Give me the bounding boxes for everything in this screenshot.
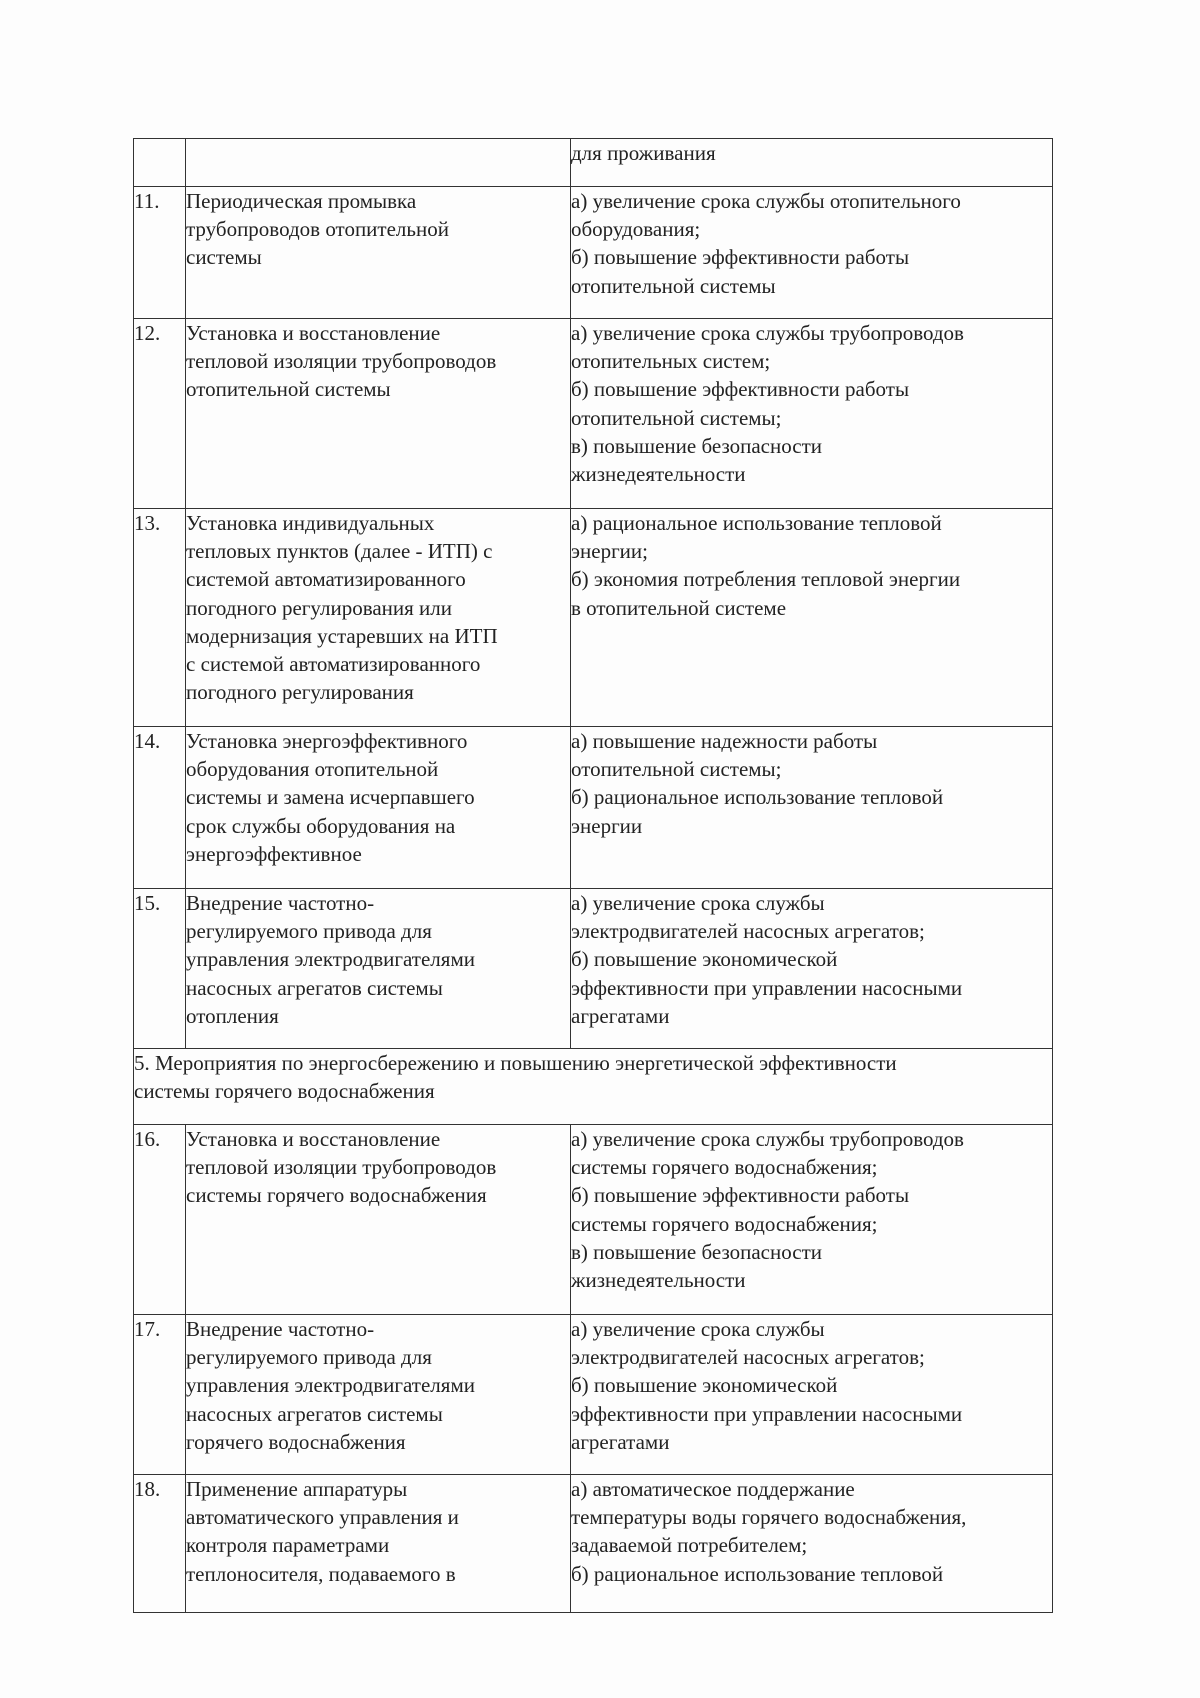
table-row [134,319,1053,509]
name-line: управления электродвигателями [186,947,475,972]
measure-effect-cell [571,509,1053,727]
row-number-cell [134,889,186,1049]
name-line: системой автоматизированного [186,567,466,592]
name-line: Внедрение частотно- [186,891,375,915]
measure-name-cell [186,889,571,1049]
effect-line: электродвигателей насосных агрегатов; [571,919,925,944]
effect-line: в отопительной системе [571,595,787,620]
effect-line: температуры воды горячего водоснабжения, [571,1505,967,1530]
row-number: 15. [134,891,161,915]
effect-line: отопительной системы; [571,405,782,430]
effect-line: а) увеличение срока службы [571,1317,825,1341]
name-line: погодного регулирования или [186,595,453,620]
row-number-cell [134,139,186,187]
name-line: тепловой изоляции трубопроводов [186,1155,497,1180]
measure-effect-cell [571,727,1053,889]
row-number-cell [134,509,186,727]
name-line: управления электродвигателями [186,1373,475,1398]
name-line: Внедрение частотно- [186,1317,375,1341]
name-line: срок службы оборудования на [186,813,456,838]
effect-line: энергии; [571,539,648,564]
effect-line: отопительной системы [571,273,776,298]
row-number: 13. [134,511,161,535]
effect-line: в) повышение безопасности [571,1239,822,1264]
effect-line: жизнедеятельности [571,462,746,487]
effect-line: б) повышение экономической [571,1373,838,1398]
name-line: Установка энергоэффективного [186,729,468,753]
row-number: 18. [134,1477,161,1501]
effect-line: а) увеличение срока службы [571,891,825,915]
name-line: энергоэффективное [186,841,362,866]
effect-line: а) рациональное использование тепловой [571,511,942,535]
measure-name-cell [186,509,571,727]
effect-line: б) повышение эффективности работы [571,377,910,402]
section-row [134,1049,1053,1125]
effect-line: б) экономия потребления тепловой энергии [571,567,961,592]
name-line: тепловых пунктов (далее - ИТП) с [186,539,493,564]
row-number: 11. [134,189,160,213]
name-line: Установка и восстановление [186,321,441,345]
section-heading-cell [134,1049,1053,1125]
effect-line: отопительной системы; [571,757,782,782]
name-line: Установка и восстановление [186,1127,441,1151]
table-row [134,889,1053,1049]
name-line: Периодическая промывка [186,189,417,213]
measure-name-cell [186,139,571,187]
name-line: горячего водоснабжения [186,1429,406,1454]
row-number: 14. [134,729,161,753]
name-line: оборудования отопительной [186,757,439,782]
name-line: тепловой изоляции трубопроводов [186,349,497,374]
effect-line: электродвигателей насосных агрегатов; [571,1345,925,1370]
effect-line: б) повышение эффективности работы [571,1183,910,1208]
effect-line: б) повышение эффективности работы [571,245,910,270]
measure-effect-cell [571,187,1053,319]
measure-effect-cell [571,1475,1053,1613]
measure-effect-cell [571,1125,1053,1315]
row-number-cell [134,1125,186,1315]
effect-line: энергии [571,813,643,838]
measures-table [133,138,1053,1613]
row-number-cell [134,1315,186,1475]
effect-line: оборудования; [571,217,701,242]
row-number: 17. [134,1317,161,1341]
name-line: модернизация устаревших на ИТП [186,623,498,648]
effect-line: а) увеличение срока службы трубопроводов [571,1127,964,1151]
effect-line: эффективности при управлении насосными [571,975,963,1000]
effect-line: эффективности при управлении насосными [571,1401,963,1426]
section-heading-line: системы горячего водоснабжения [134,1079,435,1104]
name-line: с системой автоматизированного [186,652,481,677]
name-line: трубопроводов отопительной [186,217,449,242]
effect-line: а) повышение надежности работы [571,729,878,753]
section-heading-line: 5. Мероприятия по энергосбережению и повышению энергетической эффективности [134,1051,897,1075]
name-line: регулируемого привода для [186,919,432,944]
effect-line: а) автоматическое поддержание [571,1477,855,1501]
table-row [134,509,1053,727]
table-row [134,1315,1053,1475]
effect-line: агрегатами [571,1429,670,1454]
name-line: Установка индивидуальных [186,511,435,535]
measure-effect-cell [571,319,1053,509]
name-line: Применение аппаратуры [186,1477,408,1501]
effect-line: в) повышение безопасности [571,433,822,458]
row-number: 12. [134,321,161,345]
effect-line: жизнедеятельности [571,1268,746,1293]
effect-line: а) увеличение срока службы отопительного [571,189,961,213]
table-row [134,1125,1053,1315]
measure-effect-cell [571,1315,1053,1475]
name-line: системы горячего водоснабжения [186,1183,487,1208]
effect-line: б) повышение экономической [571,947,838,972]
row-number-cell [134,727,186,889]
effect-line: отопительных систем; [571,349,771,374]
table-row [134,139,1053,187]
effect-line: агрегатами [571,1003,670,1028]
effect-line: системы горячего водоснабжения; [571,1211,878,1236]
name-line: системы и замена исчерпавшего [186,785,475,810]
row-number-cell [134,319,186,509]
name-line: контроля параметрами [186,1533,390,1558]
measures-table-body [134,139,1053,1613]
effect-line: задаваемой потребителем; [571,1533,808,1558]
measure-effect-cell [571,889,1053,1049]
name-line: погодного регулирования [186,680,414,705]
table-row [134,187,1053,319]
name-line: насосных агрегатов системы [186,1401,443,1426]
name-line: отопительной системы [186,377,391,402]
row-number-cell [134,187,186,319]
table-row [134,1475,1053,1613]
measure-name-cell [186,187,571,319]
name-line: системы [186,245,262,270]
measure-name-cell [186,319,571,509]
measure-name-cell [186,1125,571,1315]
effect-line: для проживания [571,141,716,165]
effect-line: системы горячего водоснабжения; [571,1155,878,1180]
row-number: 16. [134,1127,161,1151]
measure-name-cell [186,1475,571,1613]
row-number-cell [134,1475,186,1613]
effect-line: а) увеличение срока службы трубопроводов [571,321,964,345]
name-line: теплоносителя, подаваемого в [186,1561,456,1586]
measure-effect-cell [571,139,1053,187]
name-line: автоматического управления и [186,1505,459,1530]
name-line: насосных агрегатов системы [186,975,443,1000]
effect-line: б) рациональное использование тепловой [571,1561,944,1586]
measure-name-cell [186,1315,571,1475]
name-line: регулируемого привода для [186,1345,432,1370]
name-line: отопления [186,1003,279,1028]
effect-line: б) рациональное использование тепловой [571,785,944,810]
table-row [134,727,1053,889]
measure-name-cell [186,727,571,889]
